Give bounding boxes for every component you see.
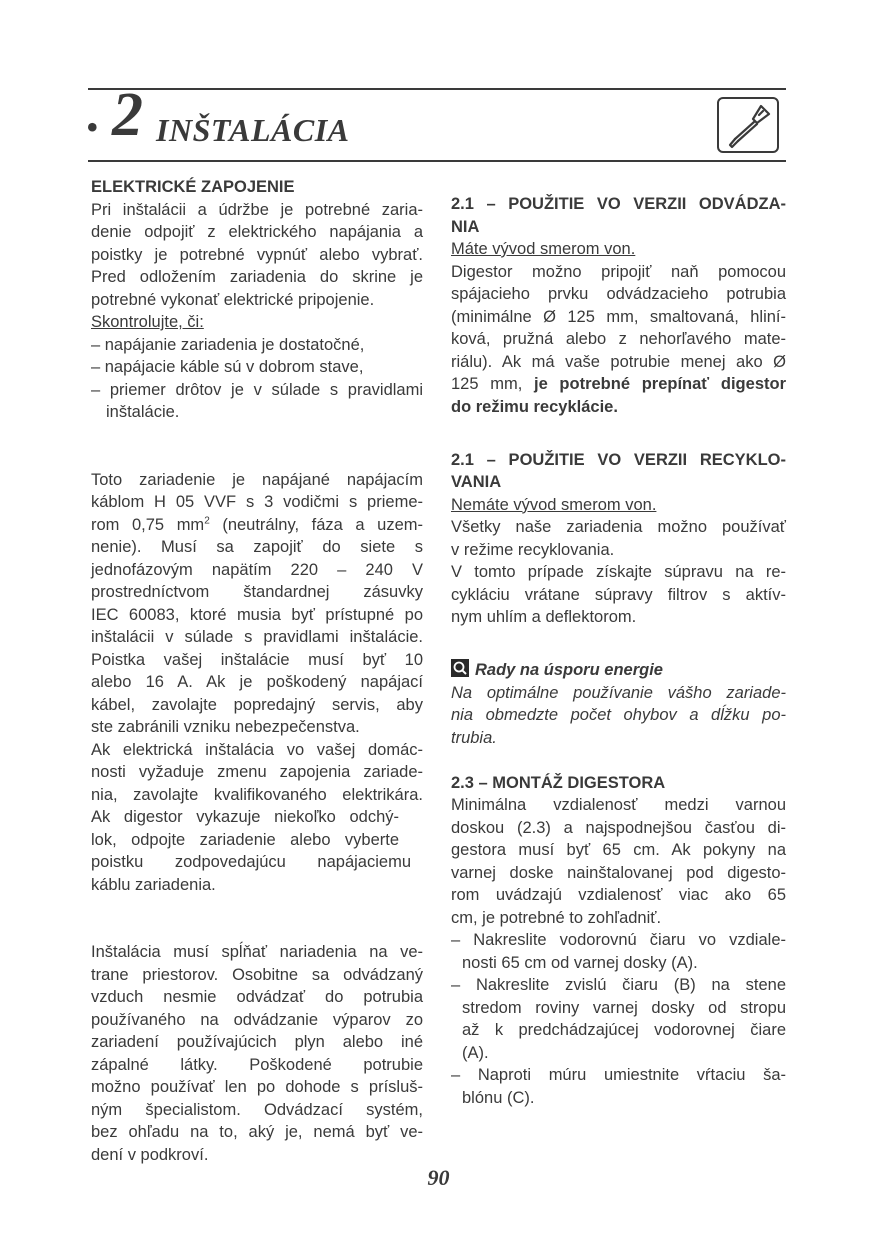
tip-line: trubia. bbox=[451, 728, 497, 747]
text-line: Inštalácia musí spĺňať nariadenia na ve- bbox=[91, 943, 423, 961]
text-line: možno používať len po dohode s prísluš- bbox=[91, 1078, 423, 1096]
tip-heading: Rady na úsporu energie bbox=[451, 659, 786, 682]
text-line: rom 0,75 $mm^2$ (neutrálny, fáza a uzem- bbox=[91, 515, 424, 534]
chapter-header bbox=[86, 81, 686, 150]
text-line: dení v podkroví. bbox=[91, 1145, 209, 1164]
text-line: cykláciu vrátane súpravy filtrov s aktív- bbox=[451, 585, 786, 604]
page-number: 90 bbox=[427, 1165, 450, 1190]
chapter-title: INŠTALÁCIA bbox=[156, 112, 350, 148]
text-line: Všetky naše zariadenia možno používať bbox=[451, 518, 786, 536]
text-line: cm, je potrebné to zohľadniť. bbox=[451, 908, 662, 927]
magnifier-icon bbox=[451, 659, 469, 677]
text-line: (minimálne Ø 125 mm, smaltovaná, hliní- bbox=[451, 307, 786, 326]
superscript: 2 bbox=[204, 515, 210, 526]
text-line: ným špecialistom. Odvádzací systém, bbox=[91, 1100, 423, 1119]
text-line: Poistka vašej inštalácie musí byť 10 bbox=[91, 650, 423, 669]
section-heading-recycling-cont: VANIA bbox=[451, 473, 502, 491]
text-line: denie odpojiť z elektrického napájania a bbox=[91, 223, 423, 241]
check-label: Skontrolujte, či: bbox=[91, 313, 204, 331]
text-line: inštalácii v súlade s pravidlami inštalácie. bbox=[91, 628, 423, 646]
text-line: nym uhlím a deflektorom. bbox=[451, 608, 637, 626]
text-line: potrebné vykonať elektrické pripojenie. bbox=[91, 290, 375, 309]
check-item: – napájacie káble sú v dobrom stave, bbox=[91, 358, 364, 376]
text-line: vzduch nesmie odvádzať do potrubia bbox=[91, 988, 423, 1006]
tip-line: Na optimálne používanie vášho zariade- bbox=[451, 683, 786, 702]
text-line: káblu zariadenia. bbox=[91, 875, 216, 894]
section-heading-ventilation-cont: NIA bbox=[451, 217, 480, 236]
text-line: nosti vyžaduje zmenu zapojenia zariade- bbox=[91, 763, 423, 781]
step-line: až k predchádzajúcej vodorovnej čiare bbox=[462, 1021, 786, 1039]
text-line: doskou (2.3) a najspodnejšou časťou di- bbox=[451, 818, 786, 837]
text-line: Ak elektrická inštalácia vo vašej domác- bbox=[91, 740, 423, 759]
text-line: varnej doske nainštalovanej pod digesto- bbox=[451, 863, 786, 882]
left-column bbox=[91, 176, 423, 1166]
step-line: nosti 65 cm od varnej dosky (A). bbox=[462, 953, 698, 972]
text-line: rom uvádzajú vzdialenosť viac ako 65 bbox=[451, 886, 786, 904]
text-line: zariadení používajúcich plyn alebo iné bbox=[91, 1033, 423, 1051]
tip-line: nia obmedzte počet ohybov a dĺžku po- bbox=[451, 706, 786, 724]
text-line: riálu). Ak má vaše potrubie menej ako Ø bbox=[451, 352, 786, 371]
step-line: – Naproti múru umiestnite vŕtaciu ša- bbox=[451, 1066, 786, 1084]
text-line: jednofázovým napätím 220 – 240 V bbox=[91, 560, 423, 579]
chapter-bullet: • bbox=[86, 107, 99, 147]
text-line: Pri inštalácii a údržbe je potrebné zaria- bbox=[91, 200, 423, 219]
text-line: Digestor možno pripojiť naň pomocou bbox=[451, 262, 786, 281]
text-line: káblom H 05 VVF s 3 vodičmi s prieme- bbox=[91, 493, 423, 511]
bold-text: je potrebné prepínať digestor bbox=[533, 375, 786, 393]
text-line: prostredníctvom štandardnej zásuvky bbox=[91, 583, 423, 601]
text-line: ková, pružná alebo z nehorľavého mate- bbox=[451, 330, 786, 348]
text-line: Toto zariadenie je napájané napájacím bbox=[91, 470, 423, 489]
text-line: nenie). Musí sa zapojiť do siete s bbox=[91, 538, 423, 556]
subheading: Máte vývod smerom von. bbox=[451, 240, 636, 258]
text-line: poistku zodpovedajúcu napájaciemu bbox=[91, 853, 411, 871]
section-heading-mounting: 2.3 – MONTÁŽ DIGESTORA bbox=[451, 773, 666, 792]
header-bottom-rule bbox=[88, 160, 786, 162]
text-line: kábel, zavolajte popredajný servis, aby bbox=[91, 695, 423, 714]
right-column bbox=[451, 193, 786, 1109]
text-line: zápalné látky. Poškodené potrubie bbox=[91, 1055, 423, 1074]
step-line: blónu (C). bbox=[462, 1088, 535, 1107]
text-line: poistky je potrebné vypnúť alebo vybrať. bbox=[91, 245, 423, 264]
section-heading-ventilation: 2.1 – POUŽITIE VO VERZII ODVÁDZA- bbox=[451, 195, 786, 213]
text-line: bez ohľadu na to, aký je, nemá byť ve- bbox=[91, 1123, 423, 1141]
step-line: – Nakreslite vodorovnú čiaru vo vzdiale- bbox=[451, 931, 786, 949]
text-line: IEC 60083, ktoré musia byť prístupné po bbox=[91, 605, 423, 624]
check-item: inštalácie. bbox=[106, 403, 180, 421]
text-line: Ak digestor vykazuje niekoľko odchý- bbox=[91, 808, 399, 826]
screwdriver-icon bbox=[717, 97, 779, 153]
bold-text: do režimu recyklácie. bbox=[451, 397, 618, 416]
text-line: Minimálna vzdialenosť medzi varnou bbox=[451, 796, 786, 814]
text-line: 125 mm, je potrebné prepínať digestor bbox=[451, 375, 786, 393]
step-line: – Nakreslite zvislú čiaru (B) na stene bbox=[451, 976, 786, 994]
text-line: lok, odpojte zariadenie alebo vyberte bbox=[91, 830, 399, 849]
text-line: trane priestorov. Osobitne sa odvádzaný bbox=[91, 965, 423, 984]
text-line: v režime recyklovania. bbox=[451, 540, 615, 559]
check-item: – priemer drôtov je v súlade s pravidlami bbox=[91, 380, 423, 399]
text-line: alebo 16 A. Ak je poškodený napájací bbox=[91, 673, 423, 691]
chapter-number: 2 bbox=[112, 81, 143, 149]
section-heading-electrical: ELEKTRICKÉ ZAPOJENIE bbox=[91, 178, 295, 196]
text-line: gestora musí byť 65 cm. Ak pokyny na bbox=[451, 841, 786, 859]
text-line: ste zabránili vzniku nebezpečenstva. bbox=[91, 718, 360, 736]
text-line: spájacieho prvku odvádzacieho potrubia bbox=[451, 285, 786, 303]
text-line: používaného na odvádzanie výparov zo bbox=[91, 1010, 423, 1029]
text-line: Pred odložením zariadenia do skrine je bbox=[91, 268, 423, 286]
text-line: nia, zavolajte kvalifikovaného elektrikára. bbox=[91, 785, 423, 804]
step-line: (A). bbox=[462, 1043, 489, 1062]
step-line: stredom roviny varnej dosky od stropu bbox=[462, 998, 786, 1017]
check-item: – napájanie zariadenia je dostatočné, bbox=[91, 335, 365, 354]
section-heading-recycling: 2.1 – POUŽITIE VO VERZII RECYKLO- bbox=[451, 450, 786, 469]
subheading: Nemáte vývod smerom von. bbox=[451, 495, 657, 514]
text-line: V tomto prípade získajte súpravu na re- bbox=[451, 563, 786, 581]
